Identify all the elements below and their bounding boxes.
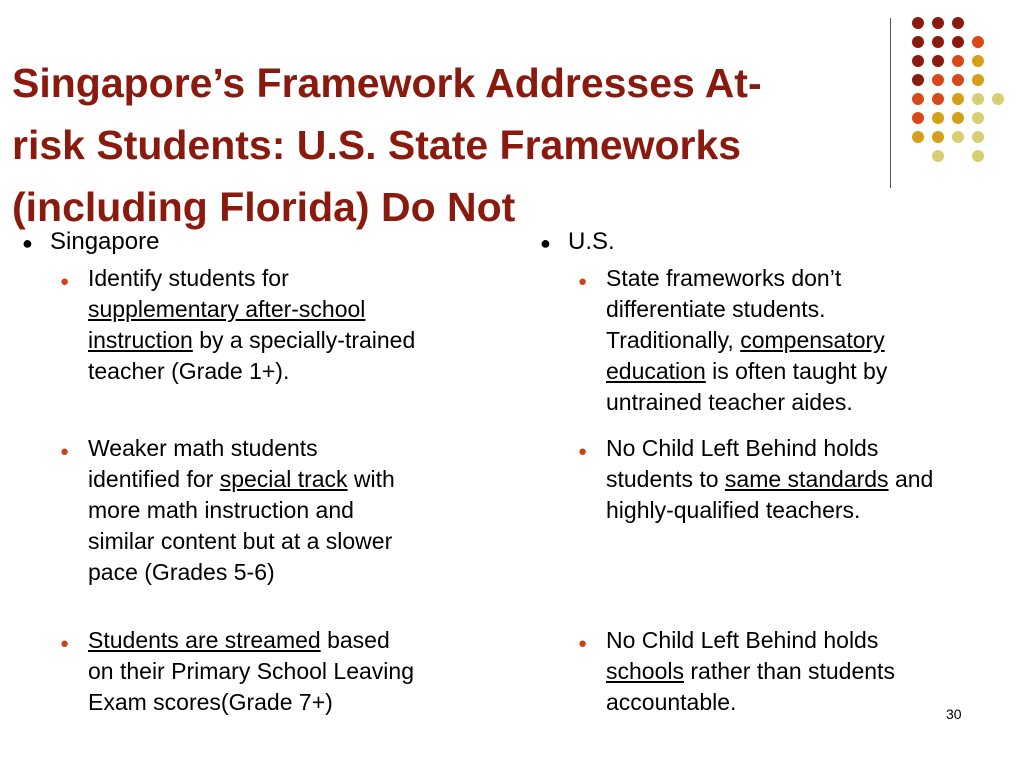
- text-line: [606, 687, 895, 718]
- dot: [972, 131, 984, 143]
- text-run: based: [320, 627, 390, 653]
- dot: [912, 55, 924, 67]
- us-column: [540, 226, 1024, 718]
- text-run: on their Primary School Leaving: [88, 658, 414, 684]
- text-line: [606, 387, 887, 418]
- text-run: pace (Grades 5-6): [88, 559, 275, 585]
- dot: [972, 112, 984, 124]
- text-run: teacher (Grade 1+).: [88, 358, 290, 384]
- text-line: [606, 263, 887, 294]
- text-run: No Child Left Behind holds: [606, 627, 879, 653]
- text-run: Exam scores(Grade 7+): [88, 689, 333, 715]
- title-divider-line: [890, 18, 891, 188]
- text-run: and: [888, 466, 934, 492]
- underlined-term: schools: [606, 658, 684, 684]
- dot: [912, 112, 924, 124]
- text-line: [606, 464, 933, 495]
- text-line: [88, 325, 415, 356]
- text-run: by a specially-trained: [192, 327, 416, 353]
- text-run: students to: [606, 466, 725, 492]
- text-run: differentiate students.: [606, 296, 826, 322]
- dot: [972, 36, 984, 48]
- underlined-term: education: [606, 358, 706, 384]
- bullet-item: [60, 625, 502, 718]
- bullet-item: [578, 433, 1024, 526]
- title-line: (including Florida) Do Not: [12, 184, 516, 230]
- text-run: accountable.: [606, 689, 737, 715]
- underlined-term: supplementary after-school: [88, 296, 366, 322]
- text-line: [606, 625, 895, 656]
- dot: [932, 131, 944, 143]
- dot: [952, 17, 964, 29]
- underlined-term: compensatory: [740, 327, 885, 353]
- bullet-item: [578, 625, 1024, 718]
- dot: [932, 93, 944, 105]
- sub-bullet-icon: ●: [578, 635, 588, 652]
- text-run: more math instruction and: [88, 497, 354, 523]
- title-line: Singapore’s Framework Addresses At-: [12, 60, 762, 106]
- text-line: [606, 495, 933, 526]
- dot: [932, 150, 944, 162]
- underlined-term: Students are streamed: [88, 627, 321, 653]
- sub-bullet-icon: ●: [60, 443, 70, 460]
- text-run: No Child Left Behind holds: [606, 435, 879, 461]
- dot: [932, 112, 944, 124]
- slide-title: [12, 52, 872, 238]
- text-run: untrained teacher aides.: [606, 389, 853, 415]
- text-line: [606, 433, 933, 464]
- title-line: risk Students: U.S. State Frameworks: [12, 122, 742, 168]
- sub-bullet-icon: ●: [578, 443, 588, 460]
- text-line: [88, 433, 395, 464]
- dot: [952, 112, 964, 124]
- underlined-term: same standards: [724, 466, 889, 492]
- dot: [912, 131, 924, 143]
- text-run: is often taught by: [705, 358, 888, 384]
- text-line: [88, 687, 414, 718]
- text-run: with: [347, 466, 395, 492]
- text-run: Traditionally,: [606, 327, 741, 353]
- text-line: [606, 356, 887, 387]
- dot: [952, 74, 964, 86]
- text-line: [88, 263, 415, 294]
- text-line: [88, 625, 414, 656]
- bullet-item: [60, 263, 502, 387]
- dot: [912, 17, 924, 29]
- text-line: [606, 294, 887, 325]
- text-run: identified for: [88, 466, 220, 492]
- text-run: highly-qualified teachers.: [606, 497, 861, 523]
- text-line: [606, 325, 887, 356]
- heading-text: Singapore: [50, 228, 160, 255]
- underlined-term: special track: [219, 466, 348, 492]
- text-run: Weaker math students: [88, 435, 318, 461]
- page-number: 30: [946, 706, 962, 722]
- text-line: [88, 557, 395, 588]
- text-run: Identify students for: [88, 265, 289, 291]
- text-run: similar content but at a slower: [88, 528, 393, 554]
- text-line: [88, 464, 395, 495]
- text-line: [88, 526, 395, 557]
- text-line: [88, 356, 415, 387]
- sub-bullet-icon: ●: [578, 273, 588, 290]
- singapore-column: [22, 226, 502, 718]
- heading-text: U.S.: [568, 228, 615, 255]
- text-line: [88, 656, 414, 687]
- text-line: [88, 294, 415, 325]
- text-line: [606, 656, 895, 687]
- dot: [912, 36, 924, 48]
- dot: [972, 55, 984, 67]
- dot: [932, 55, 944, 67]
- sub-bullet-icon: ●: [60, 273, 70, 290]
- bullet-item: [578, 263, 1024, 418]
- dot: [932, 36, 944, 48]
- bullet-icon: ●: [540, 233, 551, 253]
- text-line: [88, 495, 395, 526]
- dot: [912, 74, 924, 86]
- underlined-term: instruction: [88, 327, 193, 353]
- text-run: rather than students: [683, 658, 895, 684]
- dot: [952, 55, 964, 67]
- dot: [972, 93, 984, 105]
- dot: [992, 93, 1004, 105]
- bullet-icon: ●: [22, 233, 33, 253]
- dot: [932, 74, 944, 86]
- dot: [952, 36, 964, 48]
- dot: [912, 93, 924, 105]
- dot: [972, 74, 984, 86]
- dot: [952, 93, 964, 105]
- column-heading: [22, 226, 502, 259]
- sub-bullet-icon: ●: [60, 635, 70, 652]
- dot: [972, 150, 984, 162]
- dot: [952, 131, 964, 143]
- column-heading: [540, 226, 1024, 259]
- bullet-item: [60, 433, 502, 588]
- dot: [932, 17, 944, 29]
- text-run: State frameworks don’t: [606, 265, 842, 291]
